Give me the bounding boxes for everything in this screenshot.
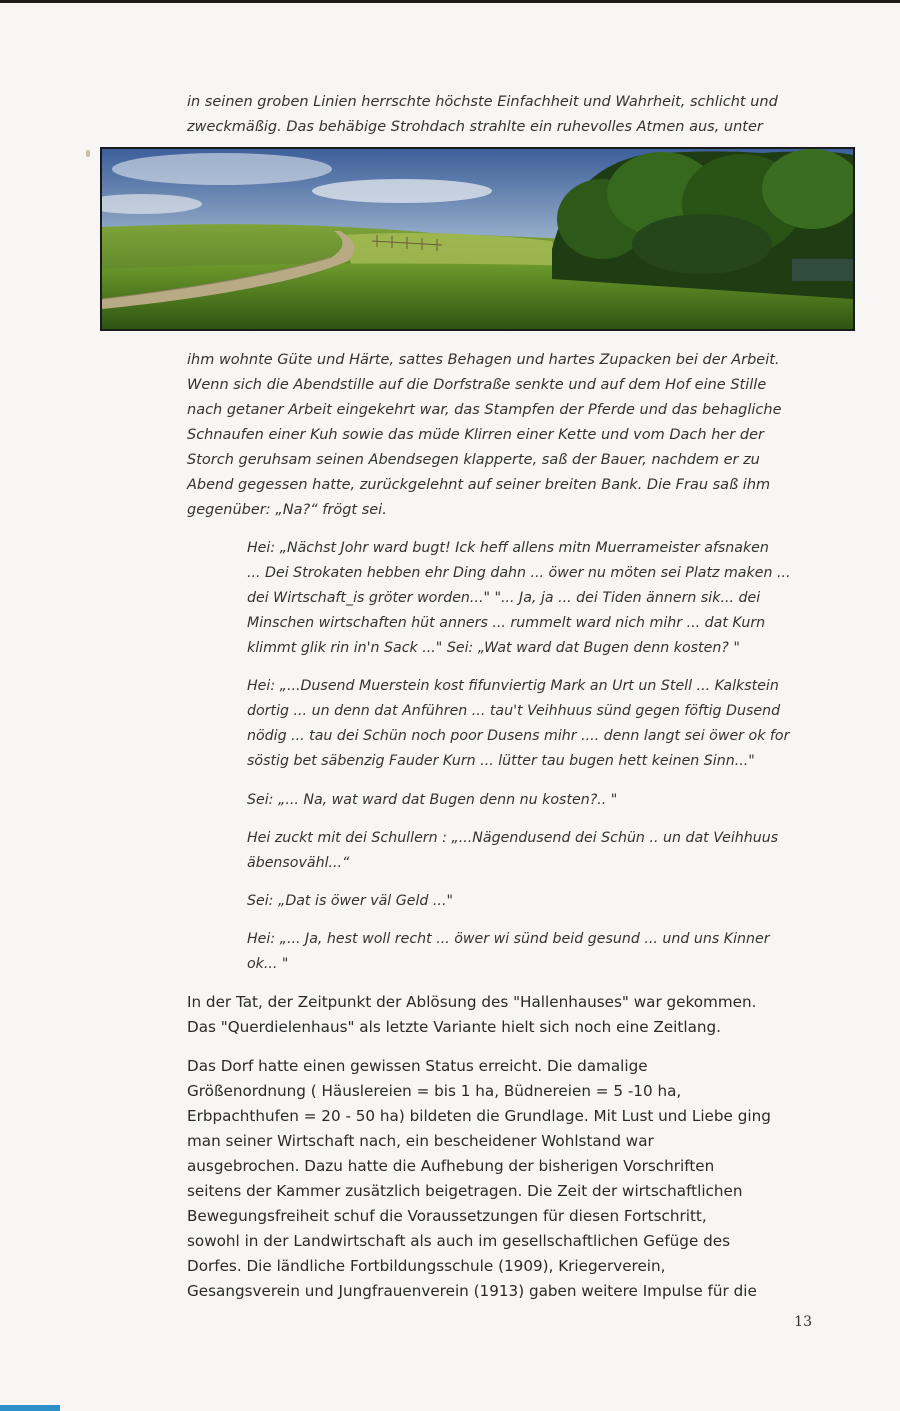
body-paragraph-2: Das Dorf hatte einen gewissen Status erreicht. Die damalige Größenordnung ( Häuslereien = bis 1 ha, Büdnereien = 5 -10 ha, Erbpachthufen = 20 - 50 ha) bildeten die Grundlage. Mit Lust und Liebe ging man seiner Wirtschaft nach, ein bescheidener Wohlstand war ausgebrochen. Dazu hatte die Aufhebung der bisherigen Vorschriften seitens der Kammer zusätzlich beigetragen. Die Zeit der wirtschaftlichen Bewegungsfreiheit schuf die Voraussetzungen für diesen Fortschritt, sowohl in der Landwirtschaft als auch im gesellschaftlichen Gefüge des Dorfes. Die ländliche Fortbildungsschule (1909), Kriegerverein, Gesangsverein und Jungfrauenverein (1913) gaben weitere Impulse für die [187, 1057, 771, 1300]
description-paragraph: ihm wohnte Güte und Härte, sattes Behagen und hartes Zupacken bei der Arbeit. Wenn sich die Abendstille auf die Dorfstraße senkte und auf dem Hof eine Stille nach getaner Arbeit eingekehrt war, das Stampfen der Pferde und das behagliche Schnaufen einer Kuh sowie das müde Klirren einer Kette und vom Dach her der Storch geruhsam seinen Abendsegen klapperte, saß der Bauer, nachdem er zu Abend gegessen hatte, zurückgelehnt auf seiner breiten Bank. Die Frau saß ihm gegenüber: „Na?“ frögt sei. [187, 352, 782, 518]
paper-speck [86, 150, 90, 157]
dialog-line-1: Hei: „Nächst Johr ward bugt! Ick heff allens mitn Muerrameister afsnaken ... Dei Strokaten hebben ehr Ding dahn ... öwer nu möten sei Platz maken ... dei Wirtschaft_is gröter worden..." "... Ja, ja ... dei Tiden ännern sik... dei Minschen wirtschaften hüt anners ... rummelt ward nich mihr ... dat Kurn klimmt glik rin in'n Sack ..." Sei: „Wat ward dat Bugen denn kosten? " [247, 540, 791, 656]
dialog-line-5: Sei: „Dat is öwer väl Geld ..." [247, 893, 453, 909]
dialog-line-4: Hei zuckt mit dei Schullern : „...Nägendusend dei Schün .. un dat Veihhuus äbensovähl...“ [247, 830, 779, 871]
dialog-line-6: Hei: „... Ja, hest woll recht ... öwer wi sünd beid gesund ... und uns Kinner ok... " [247, 931, 770, 972]
dialog-line-3: Sei: „... Na, wat ward dat Bugen denn nu kosten?.. " [247, 792, 618, 808]
landscape-photo [100, 147, 855, 331]
dialog-line-2: Hei: „...Dusend Muerstein kost fifunviertig Mark an Urt un Stell ... Kalkstein dortig ... un denn dat Anführen ... tau't Veihhuus sünd gegen föftig Dusend nödig ... tau dei Schün noch poor Dusens mihr .... denn langt sei öwer ok for söstig bet säbenzig Fauder Kurn ... lütter tau bugen hett keinen Sinn..." [247, 678, 790, 769]
body-paragraph-1: In der Tat, der Zeitpunkt der Ablösung des "Hallenhauses" war gekommen. Das "Querdielenhaus" als letzte Variante hielt sich noch eine Zeitlang. [187, 993, 757, 1036]
page-number: 13 [794, 1314, 812, 1330]
intro-paragraph: in seinen groben Linien herrschte höchste Einfachheit und Wahrheit, schlicht und zweckmäßig. Das behäbige Strohdach strahlte ein ruhevolles Atmen aus, unter [187, 94, 778, 135]
top-border [0, 0, 900, 3]
bottom-edge-strip [0, 1405, 60, 1411]
